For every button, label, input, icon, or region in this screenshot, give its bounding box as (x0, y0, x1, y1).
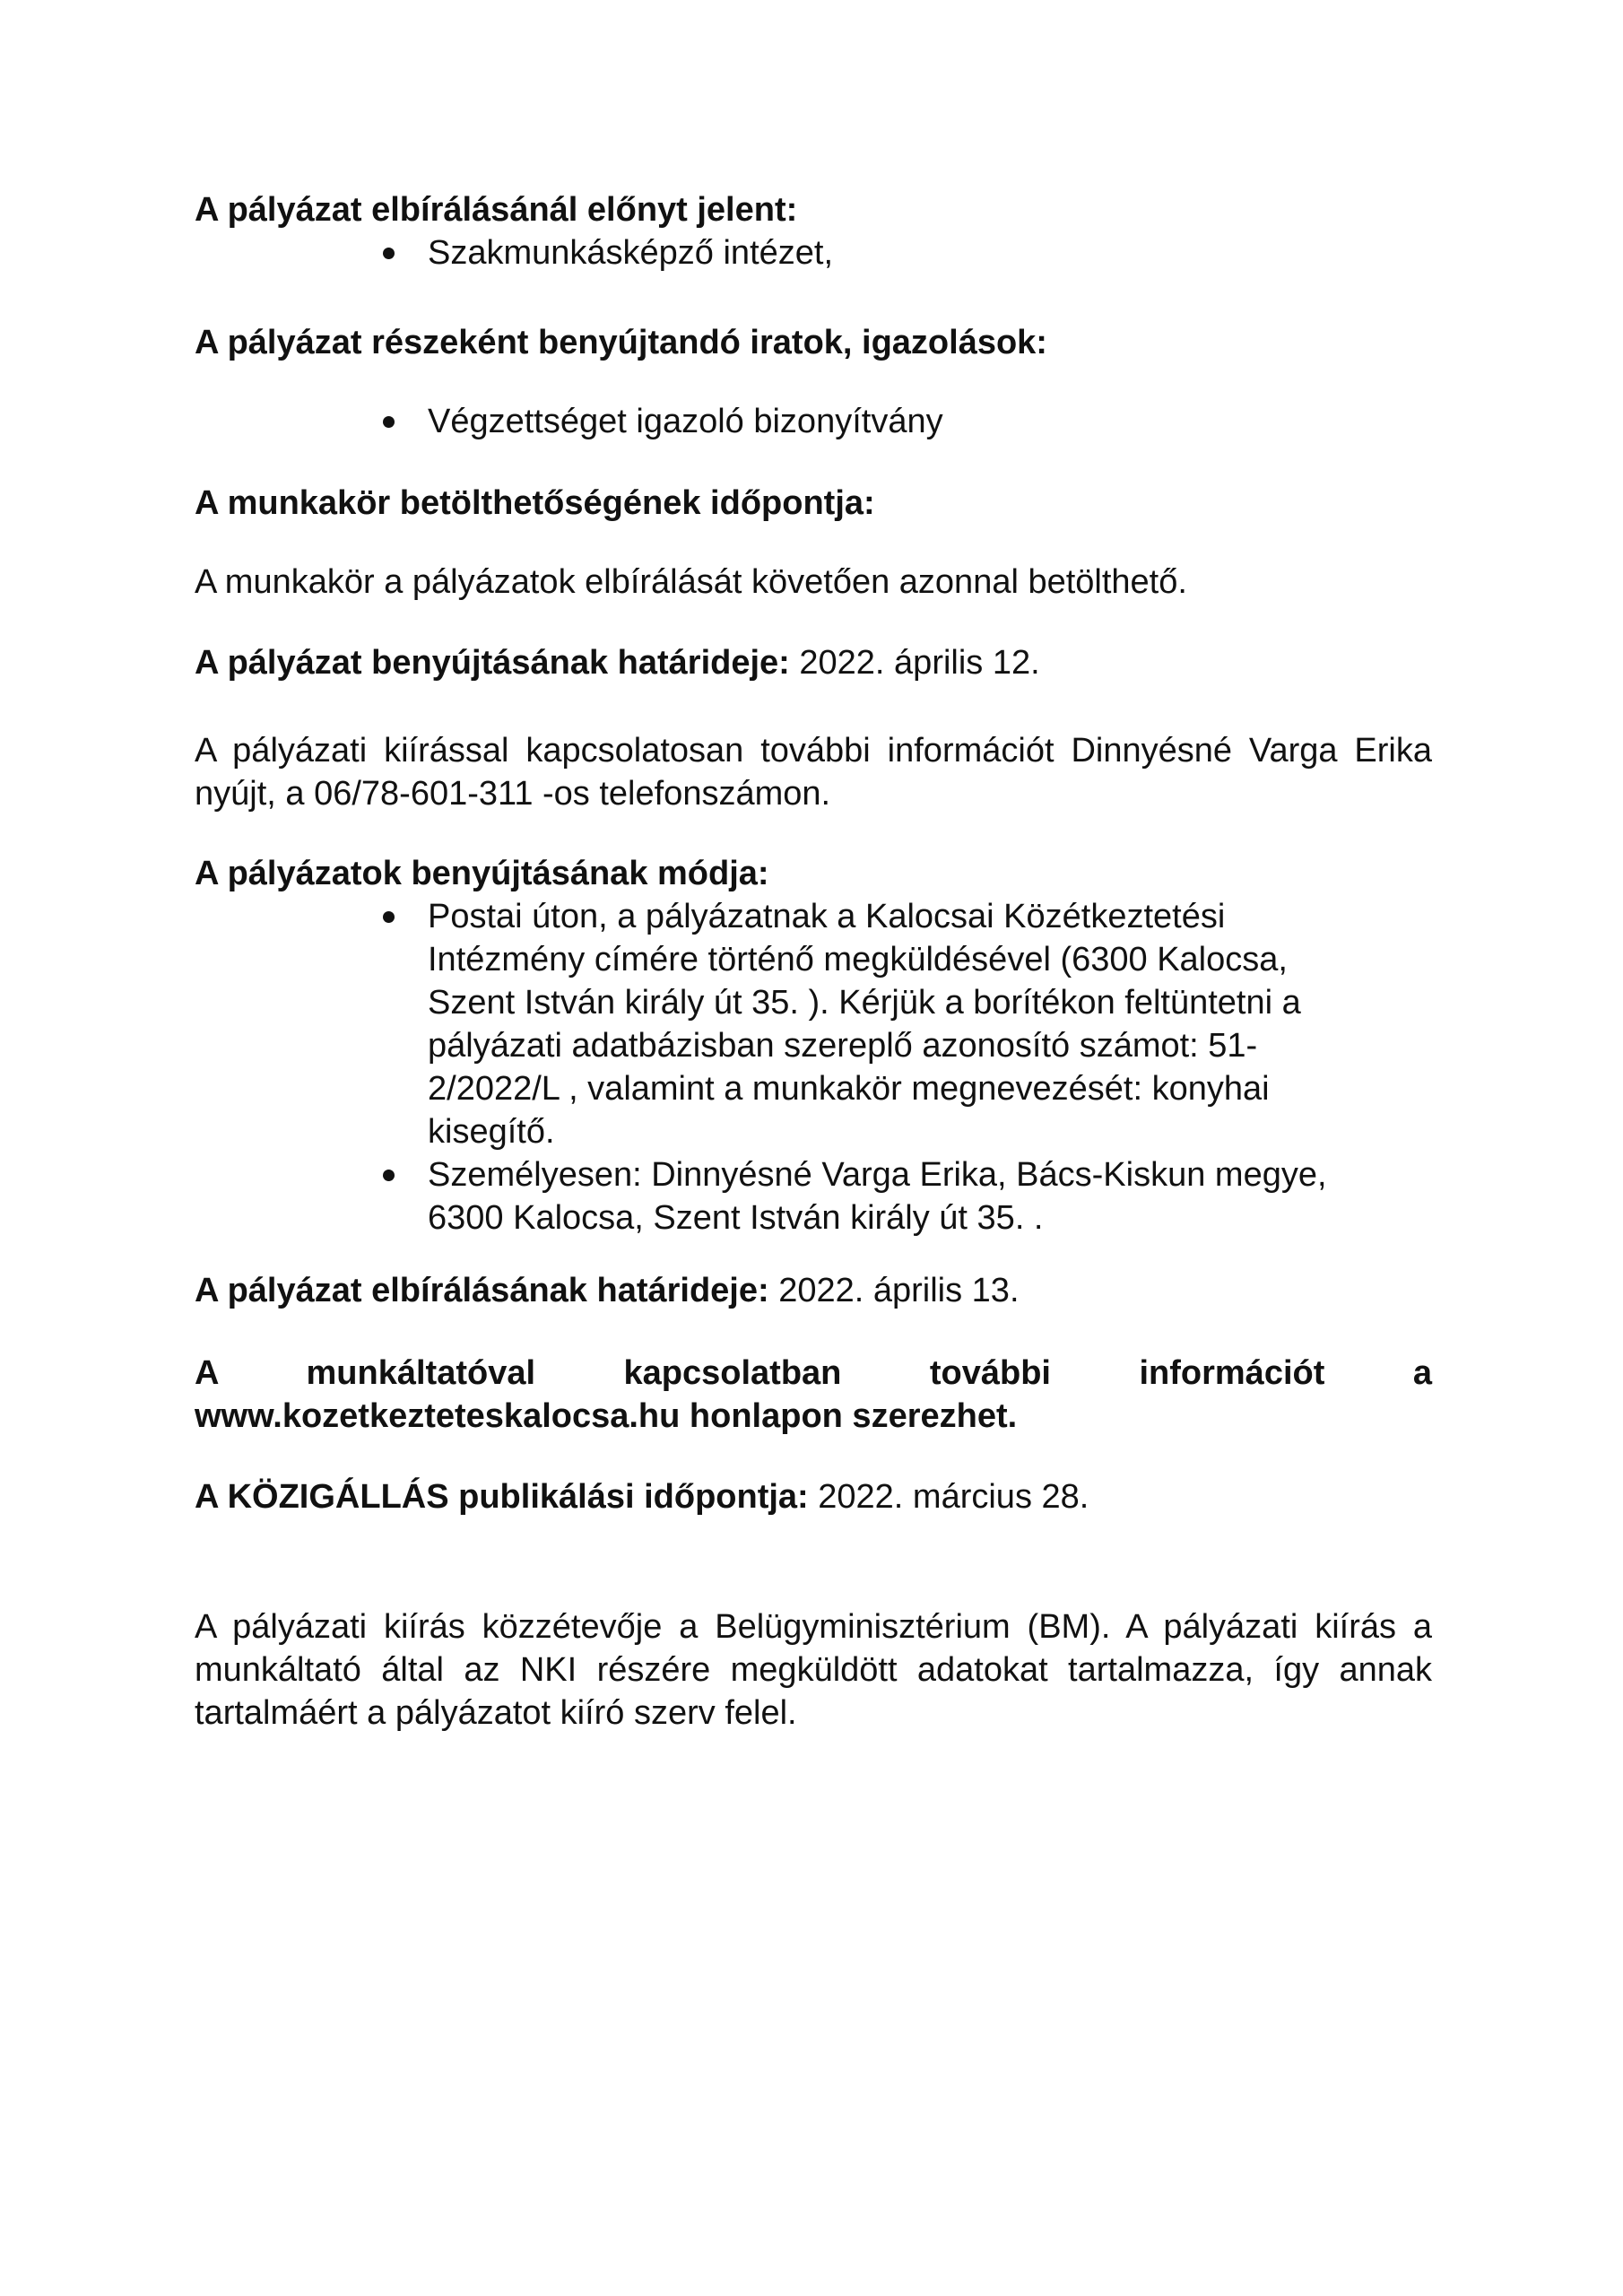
advantage-heading: A pályázat elbírálásánál előnyt jelent: (195, 191, 798, 229)
evaluation-label: A pályázat elbírálásának határideje: (195, 1272, 769, 1309)
employer-line1: A munkáltatóval kapcsolatban további információt a (195, 1354, 1432, 1392)
bullet-icon (383, 248, 395, 259)
fill-date-text: A munkakör a pályázatok elbírálását követően azonnal betölthető. (195, 563, 1187, 601)
fill-date-heading: A munkakör betölthetőségének időpontja: (195, 484, 875, 522)
publication-label: A KÖZIGÁLLÁS publikálási időpontja: (195, 1478, 809, 1516)
info-text: A pályázati kiírással kapcsolatosan további információt Dinnyésné Varga Erika nyújt, a 06/78-601-311 -os telefonszámon. (195, 732, 1432, 813)
deadline-label: A pályázat benyújtásának határideje: (195, 644, 790, 682)
documents-heading: A pályázat részeként benyújtandó iratok, igazolások: (195, 324, 1047, 361)
footer-text: A pályázati kiírás közzétevője a Belügyminisztérium (BM). A pályázati kiírás a munkáltató által az NKI részére megküldött adatokat tartalmazza, így annak tartalmáért a pályázatot kiíró szerv felel. (195, 1608, 1432, 1732)
employer-section (195, 1352, 1432, 1438)
employer-website[interactable]: www.kozetkezteteskalocsa.hu honlapon szerezhet. (195, 1397, 1018, 1435)
evaluation-section (195, 1269, 1432, 1312)
publication-section (195, 1475, 1432, 1518)
list-item: Személyesen: Dinnyésné Varga Erika, Bács-Kiskun megye, 6300 Kalocsa, Szent István király út 35. . (428, 1153, 1369, 1239)
bullet-icon (383, 911, 395, 923)
fill-date-section (195, 482, 1432, 604)
list-item: Szakmunkásképző intézet, (428, 231, 1432, 274)
advantage-section (195, 188, 1432, 274)
bullet-icon (383, 416, 395, 428)
documents-list (195, 400, 1432, 443)
documents-section (195, 321, 1432, 443)
submission-section (195, 852, 1432, 1239)
publication-value: 2022. március 28. (808, 1478, 1089, 1516)
submission-heading: A pályázatok benyújtásának módja: (195, 855, 769, 892)
list-item: Postai úton, a pályázatnak a Kalocsai Közétkeztetési Intézmény címére történő megküldésével (6300 Kalocsa, Szent István király út 35. ). Kérjük a borítékon feltüntetni a pályázati adatbázisban szereplő azonosító számot: 51-2/2022/L , valamint a munkakör megnevezését: konyhai kisegítő. (428, 895, 1369, 1153)
info-section (195, 729, 1432, 815)
advantage-list (195, 231, 1432, 274)
deadline-section (195, 641, 1432, 684)
list-item: Végzettséget igazoló bizonyítvány (428, 400, 1432, 443)
bullet-icon (383, 1170, 395, 1181)
evaluation-value: 2022. április 13. (768, 1272, 1020, 1309)
deadline-value: 2022. április 12. (789, 644, 1040, 682)
footer-section (195, 1605, 1432, 1735)
submission-list (195, 895, 1432, 1239)
